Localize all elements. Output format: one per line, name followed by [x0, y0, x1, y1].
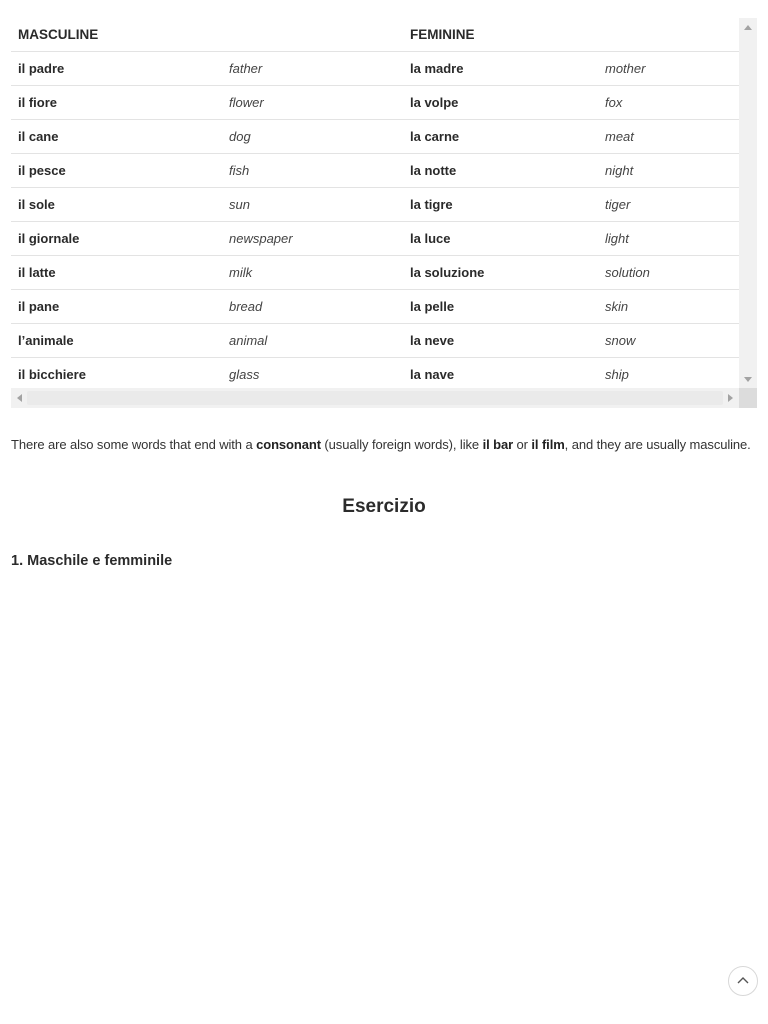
feminine-translation: skin [598, 290, 739, 324]
masculine-translation: fish [222, 154, 403, 188]
feminine-word: la luce [403, 222, 598, 256]
feminine-word: la madre [403, 52, 598, 86]
masculine-word: il cane [11, 120, 222, 154]
masculine-translation: milk [222, 256, 403, 290]
vocabulary-table [11, 18, 739, 388]
note-bold-consonant: consonant [256, 437, 321, 452]
masculine-word: il latte [11, 256, 222, 290]
masculine-word: il pesce [11, 154, 222, 188]
table-row [11, 290, 739, 324]
vertical-scrollbar[interactable] [739, 18, 757, 388]
scroll-up-arrow-icon[interactable] [744, 25, 752, 30]
table-row [11, 52, 739, 86]
feminine-translation: snow [598, 324, 739, 358]
exercise-subtitle: 1. Maschile e femminile [11, 553, 173, 569]
table-row [11, 120, 739, 154]
consonant-note [11, 437, 761, 452]
scroll-down-arrow-icon[interactable] [744, 377, 752, 382]
feminine-translation: solution [598, 256, 739, 290]
masculine-word: il giornale [11, 222, 222, 256]
table-viewport [11, 18, 739, 388]
masculine-translation: animal [222, 324, 403, 358]
table-row [11, 222, 739, 256]
masculine-translation: father [222, 52, 403, 86]
feminine-translation: meat [598, 120, 739, 154]
table-row [11, 358, 739, 389]
exercise-title: Esercizio [342, 496, 426, 517]
feminine-word: la notte [403, 154, 598, 188]
feminine-word: la pelle [403, 290, 598, 324]
scroll-left-arrow-icon[interactable] [17, 394, 22, 402]
header-feminine: FEMININE [403, 18, 598, 52]
feminine-word: la tigre [403, 188, 598, 222]
table-row [11, 188, 739, 222]
table-header-row [11, 18, 739, 52]
masculine-translation: bread [222, 290, 403, 324]
feminine-word: la soluzione [403, 256, 598, 290]
feminine-translation: tiger [598, 188, 739, 222]
masculine-translation: sun [222, 188, 403, 222]
table-row [11, 86, 739, 120]
horizontal-scrollbar[interactable] [11, 388, 739, 408]
feminine-word: la volpe [403, 86, 598, 120]
masculine-word: l’animale [11, 324, 222, 358]
note-bold-il-film: il film [531, 437, 565, 452]
header-empty-2 [598, 18, 739, 52]
feminine-word: la carne [403, 120, 598, 154]
feminine-translation: ship [605, 367, 629, 382]
masculine-word: il padre [11, 52, 222, 86]
masculine-translation: flower [222, 86, 403, 120]
chevron-up-icon [737, 976, 749, 986]
table-row [11, 256, 739, 290]
masculine-translation: glass [229, 367, 260, 382]
header-masculine: MASCULINE [11, 18, 222, 52]
note-text: (usually foreign words), like [320, 437, 483, 452]
masculine-word: il pane [11, 290, 222, 324]
feminine-word: la neve [403, 324, 598, 358]
masculine-word: il bicchiere [18, 367, 86, 382]
table-row [11, 324, 739, 358]
note-bold-il-bar: il bar [482, 437, 514, 452]
back-to-top-button[interactable] [728, 966, 758, 996]
horizontal-scrollbar-thumb[interactable] [27, 391, 723, 405]
feminine-translation: mother [598, 52, 739, 86]
masculine-word: il sole [11, 188, 222, 222]
vocabulary-table-container [11, 18, 757, 408]
note-text: , and they are usually masculine. [564, 437, 751, 452]
scroll-right-arrow-icon[interactable] [728, 394, 733, 402]
note-text: There are also some words that end with a [11, 437, 257, 452]
feminine-word: la nave [410, 367, 455, 382]
feminine-translation: light [598, 222, 739, 256]
scrollbar-corner [739, 388, 757, 408]
masculine-translation: newspaper [222, 222, 403, 256]
table-row [11, 154, 739, 188]
masculine-word: il fiore [11, 86, 222, 120]
note-text: or [513, 437, 532, 452]
masculine-translation: dog [222, 120, 403, 154]
feminine-translation: fox [598, 86, 739, 120]
header-empty-1 [222, 18, 403, 52]
feminine-translation: night [598, 154, 739, 188]
